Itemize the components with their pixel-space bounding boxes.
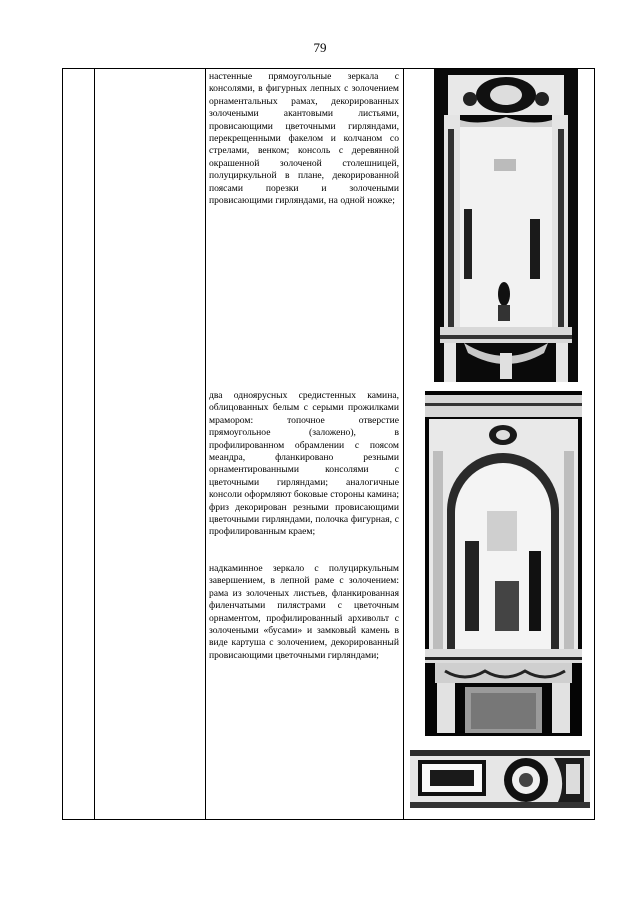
description-overmantel-mirror: надкаминное зеркало с полуциркульным завершением, в лепной раме с золочением: рама из золоченых листьев, фланкированная филенчатыми пилястрами с цветочным орнаментом, профилированный архивольт с золочеными «бусами» и замковый камень в виде картуша с золочением, декорированный провисающими цветочными гирляндами; bbox=[209, 563, 399, 661]
column-divider-1 bbox=[94, 69, 95, 819]
description-fireplaces: два одноярусных средистенных камина, облицованных белым с серыми прожилками мрамором: топочное отверстие прямоугольное (заложено), в профилированном обрамлении с поясом меандра, фланкировано резными орнаментированными консолями с цветочными гирляндами; аналогичные консоли оформляют боковые стороны камина; фриз декорирован резными провисающими цветочными гирляндами, полочка фигурная, с профилированным краем; bbox=[209, 390, 399, 538]
photo-fireplace-mirror bbox=[425, 391, 582, 736]
description-wall-mirrors: настенные прямоугольные зеркала с консолями, в фигурных лепных с золочением орнаментальных рамах, декорированных золочеными акантовыми листьями, провисающими цветочными гирляндами, перекрещенными факелом и колчаном со стрелами, венком; консоль с деревянной окрашенной золоченой столешницей, полуциркульной в плане, декорированной поясами порезки и золочеными провисающими гирляндами, на одной ножке; bbox=[209, 71, 399, 207]
inventory-table bbox=[62, 68, 595, 820]
photo-wall-mirror-image bbox=[434, 69, 578, 382]
column-divider-3 bbox=[403, 69, 404, 819]
page-number: 79 bbox=[313, 40, 327, 55]
photo-fireplace-detail-image bbox=[408, 744, 592, 812]
photo-fireplace-detail bbox=[408, 744, 592, 812]
photo-fireplace-mirror-image bbox=[425, 391, 582, 736]
column-divider-2 bbox=[205, 69, 206, 819]
photo-wall-mirror bbox=[434, 69, 578, 382]
